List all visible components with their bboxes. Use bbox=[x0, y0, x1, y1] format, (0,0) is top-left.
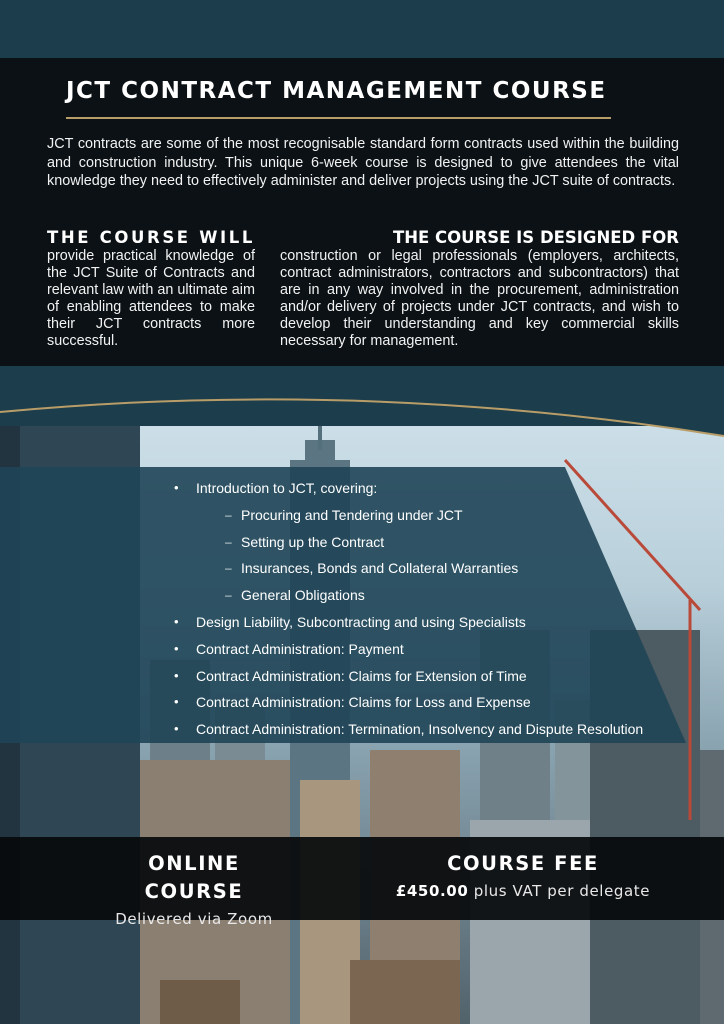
fee-suffix: plus VAT per delegate bbox=[468, 882, 651, 900]
list-item: • Design Liability, Subcontracting and using Specialists bbox=[172, 612, 692, 639]
list-item: • Contract Administration: Payment bbox=[172, 639, 692, 666]
course-fee-block bbox=[385, 850, 661, 904]
course-will-heading: THE COURSE WILL bbox=[47, 228, 255, 247]
module-list bbox=[172, 478, 692, 746]
course-will-section bbox=[47, 228, 255, 350]
designed-for-text: construction or legal professionals (employers, architects, contract administrators, contractors and subcontractors) that are in any way involved in the procurement, administration and/or delivery of projects under JCT contracts, and wish to develop their understanding and key commercial skills necessary for management. bbox=[280, 248, 679, 349]
title-underline bbox=[66, 117, 611, 119]
list-item: • Contract Administration: Claims for Loss and Expense bbox=[172, 692, 692, 719]
top-band bbox=[0, 0, 724, 58]
list-item: – Insurances, Bonds and Collateral Warranties bbox=[172, 558, 692, 585]
course-will-text: provide practical knowledge of the JCT Suite of Contracts and relevant law with an ultimate aim of enabling attendees to make their JCT contracts more successful. bbox=[47, 248, 255, 349]
curve-divider bbox=[0, 390, 724, 450]
online-course-block bbox=[95, 850, 293, 932]
designed-for-heading: THE COURSE IS DESIGNED FOR bbox=[392, 228, 679, 247]
online-course-detail: Delivered via Zoom bbox=[115, 910, 273, 928]
list-item: • Contract Administration: Termination, Insolvency and Dispute Resolution bbox=[172, 719, 692, 746]
online-course-heading: ONLINE COURSE bbox=[144, 852, 244, 903]
designed-for-section bbox=[280, 228, 679, 350]
course-fee-detail bbox=[385, 878, 661, 904]
list-item: – Setting up the Contract bbox=[172, 532, 692, 559]
intro-paragraph: JCT contracts are some of the most recognisable standard form contracts used within the building and construction industry. This unique 6-week course is designed to give attendees the vital knowledge they need to effectively administer and deliver projects using the JCT suite of contracts. bbox=[47, 136, 679, 189]
list-item: – Procuring and Tendering under JCT bbox=[172, 505, 692, 532]
list-item: – General Obligations bbox=[172, 585, 692, 612]
list-item: • Contract Administration: Claims for Extension of Time bbox=[172, 666, 692, 693]
list-item: • Introduction to JCT, covering: bbox=[172, 478, 692, 505]
page-title: JCT CONTRACT MANAGEMENT COURSE bbox=[66, 78, 607, 104]
course-fee-heading: COURSE FEE bbox=[447, 852, 599, 875]
fee-amount: £450.00 bbox=[395, 882, 469, 900]
